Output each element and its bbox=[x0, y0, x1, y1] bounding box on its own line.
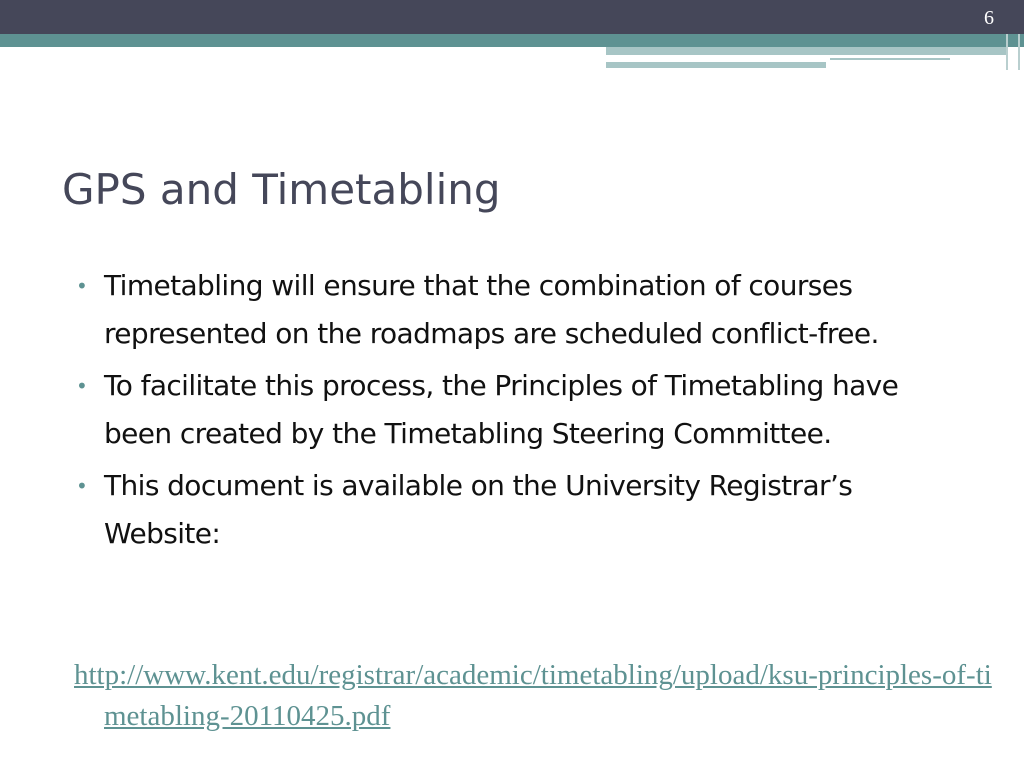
bullet-text: This document is available on the University Registrar’s Website: bbox=[104, 469, 853, 550]
slide-number: 6 bbox=[984, 7, 994, 29]
decorative-bar-short bbox=[606, 62, 826, 68]
bullet-item bbox=[74, 362, 954, 458]
top-band bbox=[0, 0, 1024, 34]
decorative-bar bbox=[606, 47, 1006, 55]
bullet-text: To facilitate this process, the Principles of Timetabling have been created by the Timetabling Steering Committee. bbox=[104, 369, 899, 450]
accent-stripe bbox=[0, 34, 1024, 47]
bullet-list bbox=[74, 262, 954, 562]
bullet-item bbox=[74, 462, 954, 558]
decorative-side-line bbox=[1018, 34, 1020, 70]
registrar-document-link[interactable]: http://www.kent.edu/registrar/academic/timetabling/upload/ksu-principles-of-timetabling-20110425.pdf bbox=[74, 659, 992, 732]
decorative-side-line bbox=[1006, 34, 1008, 70]
bullet-icon: • bbox=[76, 374, 88, 398]
decorative-line bbox=[830, 58, 950, 60]
bullet-icon: • bbox=[76, 474, 88, 498]
bullet-text: Timetabling will ensure that the combination of courses represented on the roadmaps are scheduled conflict-free. bbox=[104, 269, 879, 350]
slide-title: GPS and Timetabling bbox=[62, 165, 501, 214]
bullet-icon: • bbox=[76, 274, 88, 298]
bullet-item bbox=[74, 262, 954, 358]
